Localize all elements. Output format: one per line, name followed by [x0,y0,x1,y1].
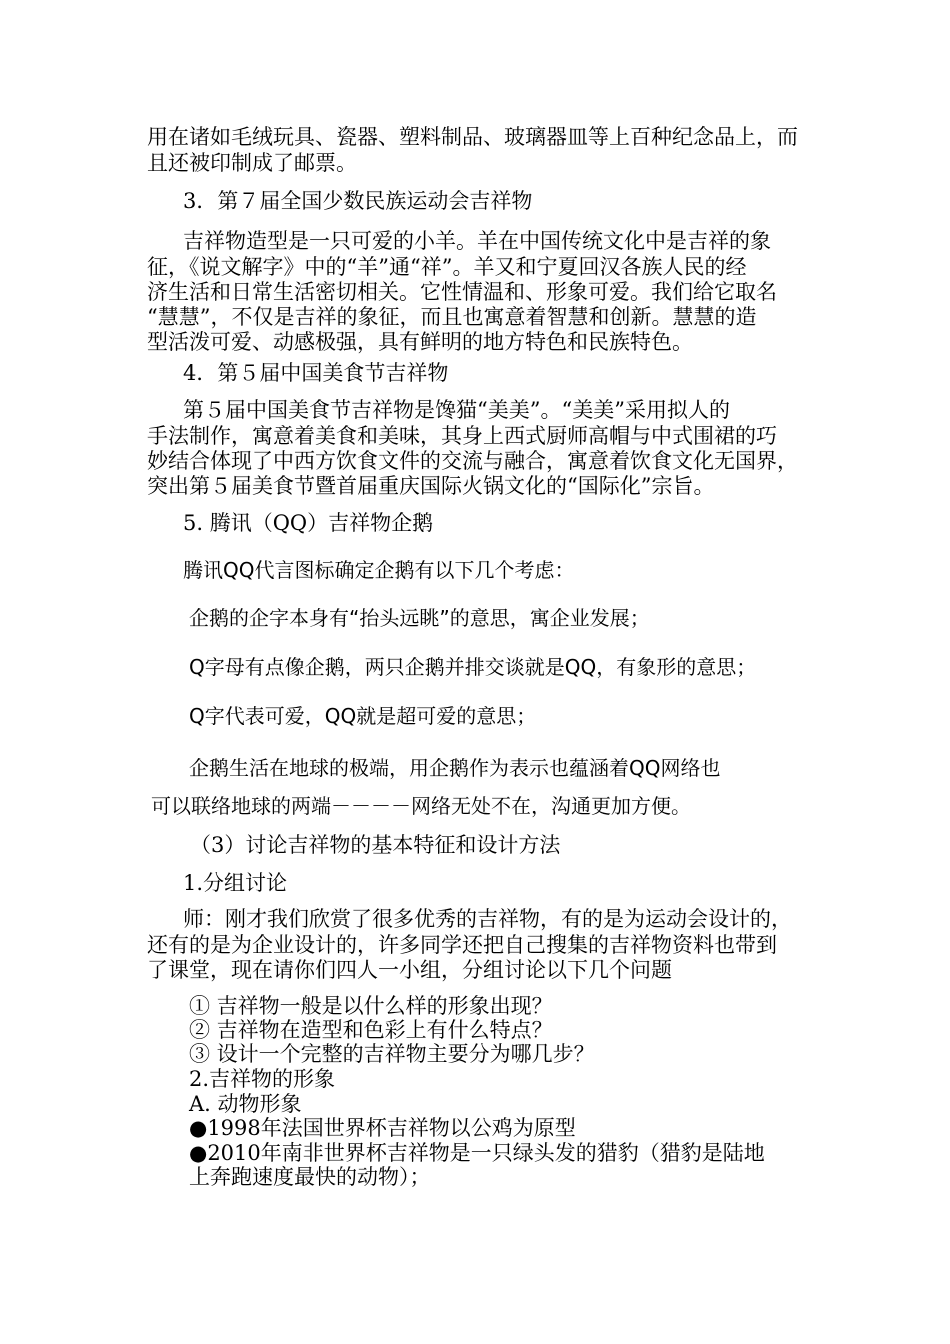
body-line: 突出第５届美食节暨首届重庆国际火锅文化的“国际化”宗旨。 [147,474,715,498]
question-item: ③ 设计一个完整的吉祥物主要分为哪几步？ [189,1042,595,1066]
body-line: “慧慧”，不仅是吉祥的象征，而且也寓意着智慧和创新。慧慧的造 [147,305,757,329]
body-line: 型活泼可爱、动感极强，具有鲜明的地方特色和民族特色。 [147,330,693,354]
subsection-heading: （3）讨论吉祥物的基本特征和设计方法 [190,833,561,857]
section-heading: 5. 腾讯（QQ）吉祥物企鹅 [183,511,434,535]
body-line: 企鹅的企字本身有“抬头远眺”的意思，寓企业发展； [189,606,650,630]
body-line: 还有的是为企业设计的，许多同学还把自己搜集的吉祥物资料也带到 [147,933,777,957]
body-line: 吉祥物造型是一只可爱的小羊。羊在中国传统文化中是吉祥的象 [183,229,771,253]
subsection-heading: 2.吉祥物的形象 [189,1067,336,1091]
bullet-item: ●2010年南非世界杯吉祥物是一只绿头发的猎豹（猎豹是陆地 [189,1141,765,1165]
body-line: 了课堂，现在请你们四人一小组，分组讨论以下几个问题 [147,958,672,982]
bullet-item-continuation: 上奔跑速度最快的动物）； [189,1165,431,1189]
bullet-item: ●1998年法国世界杯吉祥物以公鸡为原型 [189,1116,576,1140]
question-item: ① 吉祥物一般是以什么样的形象出现？ [189,994,553,1018]
section-heading: 4．第５届中国美食节吉祥物 [183,361,449,385]
body-line: 征，《说文解字》中的“羊”通“祥”。羊又和宁夏回汉各族人民的经 [147,255,747,279]
body-line: 师：刚才我们欣赏了很多优秀的吉祥物，有的是为运动会设计的， [183,907,792,931]
body-line: 腾讯QQ代言图标确定企鹅有以下几个考虑： [183,558,575,582]
body-line: 济生活和日常生活密切相关。它性情温和、形象可爱。我们给它取名 [147,280,777,304]
body-line: 可以联络地球的两端－－－－网络无处不在，沟通更加方便。 [151,794,691,818]
body-line: 妙结合体现了中西方饮食文件的交流与融合，寓意着饮食文化无国界， [147,449,798,473]
section-heading: 3．第７届全国少数民族运动会吉祥物 [183,189,533,213]
subsection-heading: A. 动物形象 [189,1092,302,1116]
body-line: 第５届中国美食节吉祥物是馋猫“美美”。“美美”采用拟人的 [183,398,730,422]
body-line: Q字母有点像企鹅，两只企鹅并排交谈就是QQ，有象形的意思； [189,655,757,679]
subsection-heading: 1.分组讨论 [183,871,288,895]
body-line: Q字代表可爱，QQ就是超可爱的意思； [189,704,537,728]
body-line: 且还被印制成了邮票。 [147,151,357,175]
question-item: ② 吉祥物在造型和色彩上有什么特点？ [189,1018,553,1042]
body-line: 用在诸如毛绒玩具、瓷器、塑料制品、玻璃器皿等上百种纪念品上，而 [147,125,798,149]
body-line: 手法制作，寓意着美食和美味，其身上西式厨师高帽与中式围裙的巧 [147,424,777,448]
body-line: 企鹅生活在地球的极端，用企鹅作为表示也蕴涵着QQ网络也 [189,756,721,780]
